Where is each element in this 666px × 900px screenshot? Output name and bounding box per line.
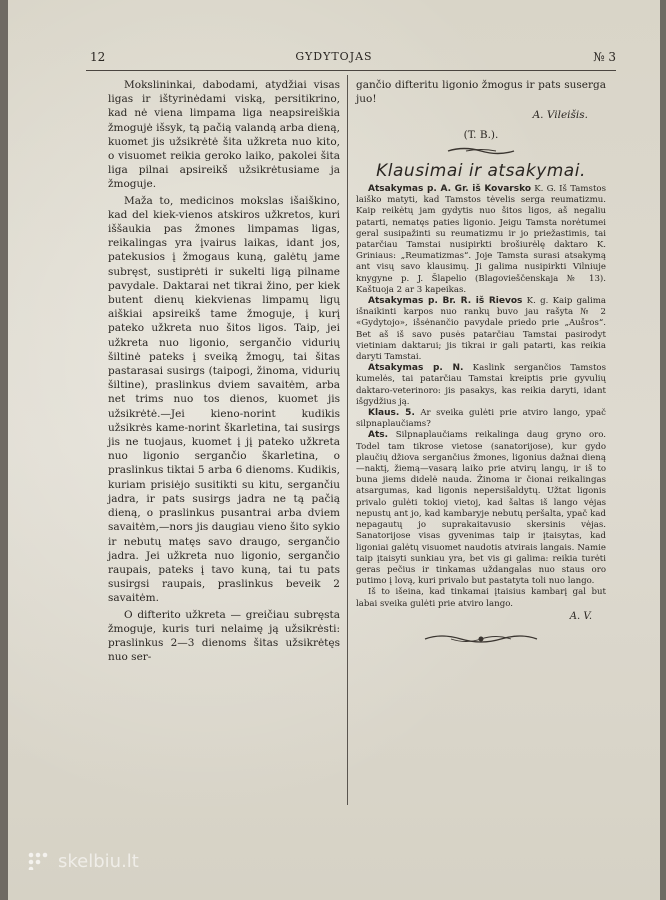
left-paragraph: Mokslininkai, dabodami, atydžiai visas ligas ir ištyrinėdami viską, persitikrino, kad nė viena limpama liga neapsireiškia žmogujė išsyk, tą pačią valandą arba dieną, kuomet jis užsikrėtė šita užkreta nuo kito, o visuomet reikia geroko laiko, pakolei šita liga pilnai apsireikš užsikrėtusiame ja žmoguje.: [108, 79, 340, 191]
answer-lead: Atsakymas p. N.: [368, 363, 464, 374]
watermark-logo-icon: [26, 850, 52, 870]
right-column: [356, 78, 606, 646]
page-header: [8, 50, 660, 70]
continuation-text: gančio difteritu ligonio žmogus ir pats suserga juo!: [356, 79, 606, 105]
page-number: 12: [90, 50, 106, 64]
bottom-ornament-icon: [421, 632, 541, 646]
answer-text: Kaslink sergančios Tamstos kumelės, tai patarčiau Tamstai kreiptis prie gyvulių daktaro-veterinoro: jis pasakys, kas reikia daryti, idant išgydžius ją.: [356, 363, 607, 407]
answer-lead: Atsakymas p. Br. R. iš Rievos: [368, 296, 523, 307]
watermark-text: skelbiu.lt: [58, 851, 139, 872]
newspaper-page: [8, 0, 660, 900]
answer-text: K. g. Kaip galima išnaikinti karpos nuo rankų buvo jau rašyta № 2 «Gydytojo», išsėnančio pavydale priedo prie „Aušros“. Bet aš iš savo pusės patarčiau Tamstai pasirodyt vietiniam daktarui; jis tikrai ir gali patarti, kas reikia daryti Tamstai.: [356, 296, 607, 363]
answer-lead: Atsakymas p. A. Gr. iš Kovarsko: [368, 184, 532, 194]
question-item: [356, 408, 606, 430]
question-text: Ar sveika gulėti prie atviro lango, ypač silpnaplaučiams?: [356, 408, 606, 430]
answer-item: [356, 430, 606, 587]
column-divider: [347, 75, 348, 805]
answer-item: [356, 296, 606, 363]
article-initials: (T. B.).: [463, 129, 499, 141]
header-rule: [86, 70, 616, 71]
answer-text: Silpnaplaučiams reikalinga daug gryno oro. Todel tam tikrose vietose (sanatorijose), kur gydo plaučių džiova sergančius žmones, ligonius dažnai dieną—naktį, žiemą—vasarą laiko prie atvirų langų, ir iš to buna jiems didelė nauda. Žinoma ir čionai reikalingas atsargumas, kad ligonis nepersišaldytų. Užtat ligonis privalo gulėti tokioj vietoj, kad šaltas iš lango vėjas nepustų ant jo, kad kambaryje nebutų peršalta, ypač kad nepagautų jo suprakaitavusio skersinis vėjas. Sanatorijose visas gyvenimas taip ir įtaisytas, kad ligoniai galėtų visuomet naudotis atvirais langais. Namie taip įtaisyti sunkiau yra, bet vis gi galima: reikia turėti geras pečius ir tinkamas uždangalas nuo staus oro putimo į lovą, kuri privalo but pastatyta toli nuo lango.: [356, 430, 606, 587]
issue-number: № 3: [593, 50, 616, 64]
left-paragraph: Maža to, medicinos mokslas išaiškino, kad del kiek-vienos atskiros užkretos, kuri iššaukia pas žmones limpamas ligas, reikalingas yra įvairus laikas, idant jos, patekusios į žmogaus kuną, galėtų jame subręst, sustiprėti ir sukelti ligą pilname pavydale. Daktarai net tikrai žino, per kiek butent dienų kiekvienas limpamų ligų aiškiai apsireikš tame žmoguje, į kurį pateko užkreta nuo šitos ligos. Taip, jei užkreta nuo ligonio, sergančio vidurių šiltinė pateks į sveiką žmogų, tai šitas pastarasai susirgs (taipogi, žinoma, vidurių šiltine), praslinkus dviem savaitėm, arba net trims nuo tos dienos, kuomet jis užsikrėtė.—Jei kieno-norint kudikis užsikrės kame-norint škarletina, tai susirgs jis ne tuojaus, kuomet į jį pateko užkreta nuo ligonio sergančio škarletina, o praslinkus tiktai 5 arba 6 dienoms. Kudikis, kuriam prisiėjo susitikti su kitu, sergančiu jadra, ir pats susirgs jadra ne tą pačią dieną, o praslinkus pusantrai arba dviem savaitėm,—nors jis daugiau vieno šito sykio ir nebutų matęs savo draugo, sergančio jadra. Jei užkreta nuo ligonio, sergančio raupais, pateks į tavo kuną, tai tu pats susirgsi raupais, praslinkus beveik 2 savaitėm.: [108, 194, 340, 605]
answer-text: K. G. Iš Tamstos laiško matyti, kad Tamstos tėvelis serga reumatizmu. Kaip reikėtų jam gydytis nuo šitos ligos, aš negaliu patarti, nematęs paties ligonio. Jeigu Tamsta norėtumei geral susipažinti su reumatizmu ir jo priežastimis, tai patarčiau Tamstai nusipirkti brošiurėlę daktaro K. Griniaus: „Reumatizmas“. Joje Tamsta surasi atsakymą ant visų savo klausimų. Ji galima nusipirkti Vilniuje knygyne p. J. Šlapelio (Blagovieščenskaja № 13). Kaštuoja 2 ar 3 kapeikas.: [356, 184, 606, 295]
left-column: [108, 78, 340, 666]
ornament-divider-icon: [446, 146, 516, 156]
answer-lead: Ats.: [368, 430, 389, 441]
answer-item: [356, 587, 606, 609]
answer-text: Iš to išeina, kad tinkamai įtaisius kambarį gal but labai sveika gulėti prie atviro lango.: [356, 587, 606, 609]
answers-signature: A. V.: [569, 610, 592, 622]
answer-item: [356, 363, 606, 408]
section-title: Klausimai ir atsakymai.: [376, 161, 586, 181]
answer-item: [356, 184, 606, 296]
publication-title: GYDYTOJAS: [295, 50, 373, 63]
left-paragraph: O difterito užkreta — greičiau subręsta žmoguje, kuris turi nelaimę ją užsikrėsti: praslinkus 2—3 dienoms šitas užsikrėtęs nuo ser-: [108, 608, 340, 664]
question-lead: Klaus. 5.: [368, 408, 415, 419]
article-signature: A. Vileišis.: [532, 109, 588, 121]
